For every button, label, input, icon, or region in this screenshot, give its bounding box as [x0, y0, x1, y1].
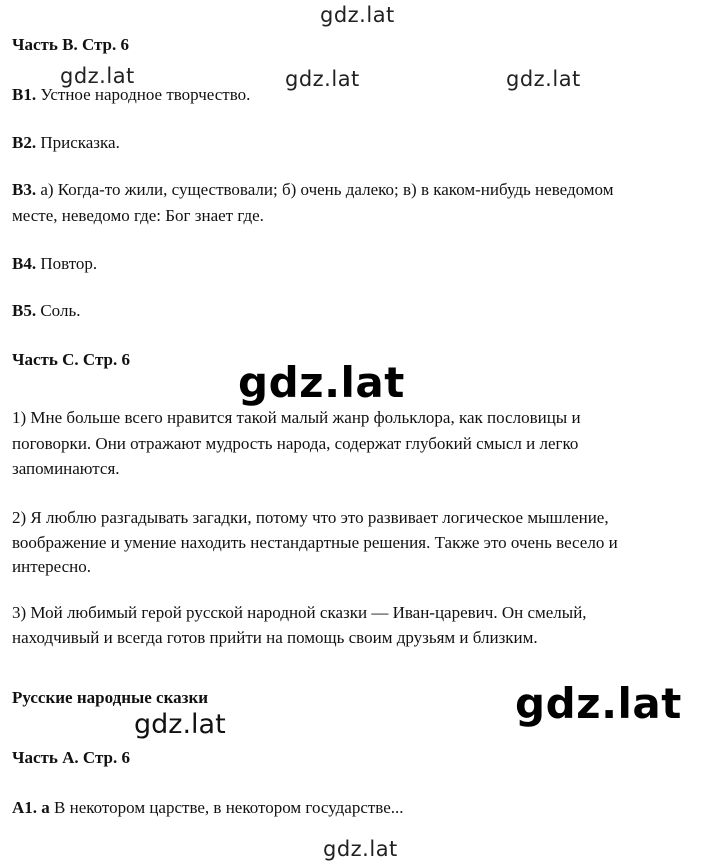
answer-text: Соль.: [36, 301, 81, 320]
watermark-large-right: gdz.lat: [515, 679, 682, 728]
answer-b1: [12, 82, 250, 108]
paragraph-line: 2) Я люблю разгадывать загадки, потому что это развивает логическое мышление,: [12, 508, 609, 527]
paragraph-line: воображение и умение находить нестандартные решения. Также это очень весело и: [12, 533, 618, 552]
answer-b3: [12, 177, 613, 203]
watermark-large-center: gdz.lat: [238, 358, 405, 407]
paragraph-line: 1) Мне больше всего нравится такой малый жанр фольклора, как пословицы и: [12, 408, 581, 427]
answer-b3-continuation: месте, неведомо где: Бог знает где.: [12, 206, 264, 225]
watermark-right: gdz.lat: [506, 67, 581, 91]
answer-b2: [12, 130, 120, 156]
part-a-heading: Часть А. Стр. 6: [12, 748, 130, 767]
answer-text: Повтор.: [36, 254, 98, 273]
watermark-left: gdz.lat: [60, 64, 135, 88]
answer-label: А1.: [12, 798, 38, 817]
answer-text: Присказка.: [36, 133, 120, 152]
part-b-heading: Часть В. Стр. 6: [12, 35, 130, 54]
answer-label: В2.: [12, 133, 37, 152]
answer-label: В3.: [12, 180, 37, 199]
paragraph-line: запоминаются.: [12, 459, 120, 478]
section-title: Русские народные сказки: [12, 688, 209, 707]
watermark-center: gdz.lat: [285, 67, 360, 91]
answer-choice: а: [37, 798, 50, 817]
answer-text: В некотором царстве, в некотором государстве...: [49, 798, 404, 817]
paragraph-line: поговорки. Они отражают мудрость народа, содержат глубокий смысл и легко: [12, 434, 579, 453]
watermark-bottom: gdz.lat: [323, 837, 398, 861]
paragraph-line: 3) Мой любимый герой русской народной сказки — Иван-царевич. Он смелый,: [12, 603, 587, 622]
paragraph-line: интересно.: [12, 557, 92, 576]
answer-label: В5.: [12, 301, 37, 320]
answer-b5: [12, 298, 80, 324]
answer-label: В4.: [12, 254, 37, 273]
answer-a1: [12, 795, 404, 821]
paragraph-line: находчивый и всегда готов прийти на помощь своим друзьям и близким.: [12, 628, 538, 647]
answer-text: а) Когда-то жили, существовали; б) очень далеко; в) в каком-нибудь неведомом: [36, 180, 614, 199]
answer-label: В1.: [12, 85, 37, 104]
answer-text: Устное народное творчество.: [36, 85, 251, 104]
part-c-heading: Часть С. Стр. 6: [12, 350, 130, 369]
watermark-top: gdz.lat: [320, 3, 395, 27]
watermark-mid-left: gdz.lat: [134, 709, 226, 740]
answer-b4: [12, 251, 97, 277]
